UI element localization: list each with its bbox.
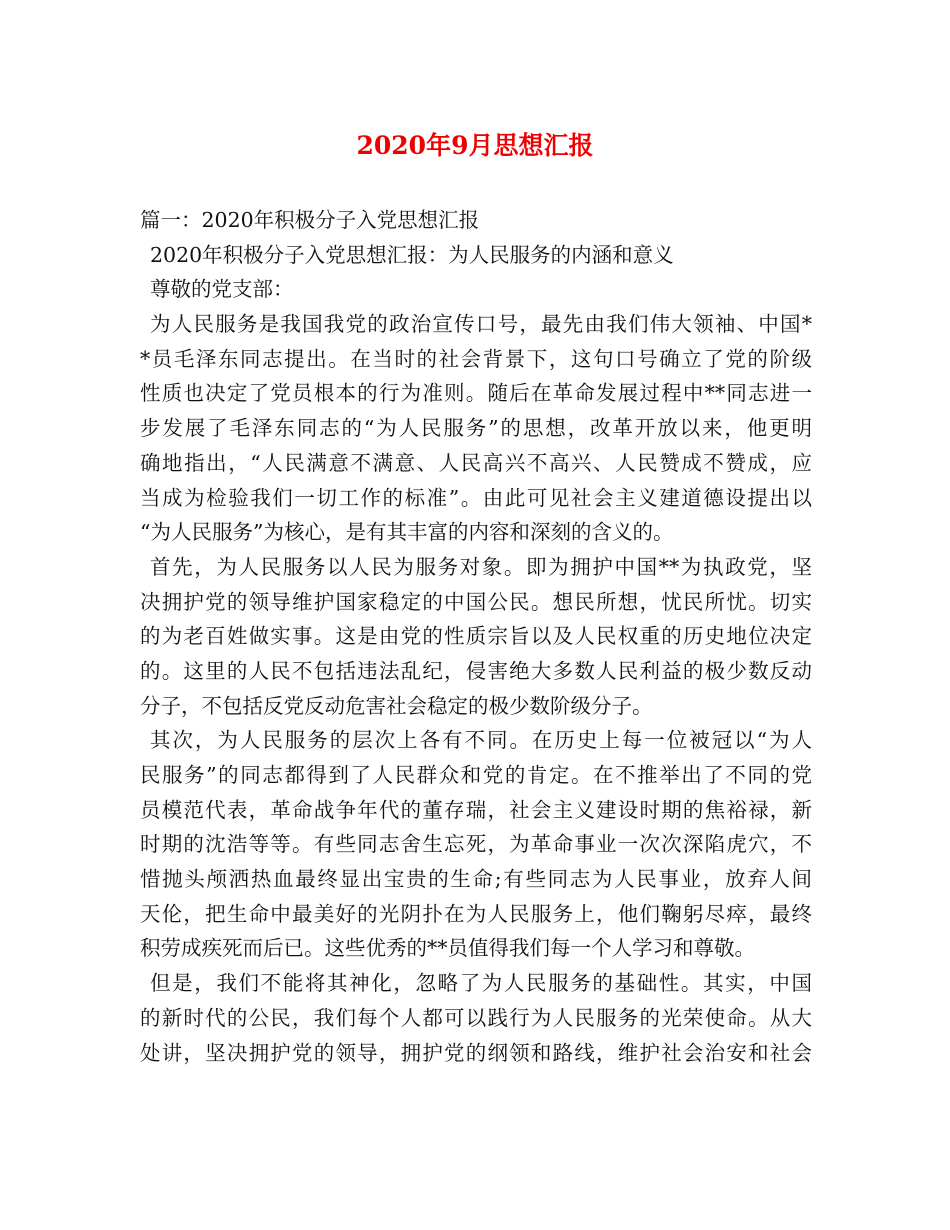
- paragraph-line: 步发展了毛泽东同志的“为人民服务”的思想，改革开放以来，他更明: [140, 416, 812, 441]
- paragraph-line: 首先，为人民服务以人民为服务对象。即为拥护中国**为执政党，坚: [150, 554, 812, 579]
- paragraph-line: 员模范代表，革命战争年代的董存瑞，社会主义建设时期的焦裕禄，新: [140, 797, 812, 822]
- paragraph-line: *员毛泽东同志提出。在当时的社会背景下，这句口号确立了党的阶级: [140, 346, 812, 371]
- paragraph-line: 但是，我们不能将其神化，忽略了为人民服务的基础性。其实，中国: [150, 971, 812, 996]
- paragraph-line: 决拥护党的领导维护国家稳定的中国公民。想民所想，忧民所忧。切实: [140, 589, 812, 614]
- paragraph-line: 当成为检验我们一切工作的标准”。由此可见社会主义建道德设提出以: [140, 485, 812, 510]
- article-subtitle: 2020年积极分子入党思想汇报：为人民服务的内涵和意义: [150, 242, 674, 267]
- paragraph-line: 的为老百姓做实事。这是由党的性质宗旨以及人民权重的历史地位决定: [140, 624, 812, 649]
- paragraph-line: 性质也决定了党员根本的行为准则。随后在革命发展过程中**同志进一: [140, 381, 812, 406]
- section-heading: 篇一：2020年积极分子入党思想汇报: [140, 208, 480, 232]
- paragraph-line: 民服务”的同志都得到了人民群众和党的肯定。在不推举出了不同的党: [140, 763, 812, 787]
- paragraph-line: 其次，为人民服务的层次上各有不同。在历史上每一位被冠以“为人: [150, 728, 812, 753]
- paragraph-line: 处讲，坚决拥护党的领导，拥护党的纲领和路线，维护社会治安和社会: [140, 1040, 812, 1065]
- salutation: 尊敬的党支部：: [150, 277, 294, 302]
- paragraph-line: 天伦，把生命中最美好的光阴扑在为人民服务上，他们鞠躬尽瘁，最终: [140, 901, 812, 926]
- paragraph-line: “为人民服务”为核心，是有其丰富的内容和深刻的含义的。: [140, 520, 674, 545]
- paragraph-line: 的新时代的公民，我们每个人都可以践行为人民服务的光荣使命。从大: [140, 1005, 812, 1030]
- paragraph-line: 为人民服务是我国我党的政治宣传口号，最先由我们伟大领袖、中国*: [150, 312, 812, 337]
- paragraph-line: 积劳成疾死而后已。这些优秀的**员值得我们每一个人学习和尊敬。: [140, 936, 755, 961]
- document-body: [140, 203, 812, 1070]
- paragraph-line: 惜抛头颅洒热血最终显出宝贵的生命;有些同志为人民事业，放弃人间: [140, 867, 812, 892]
- paragraph-line: 分子，不包括反党反动危害社会稳定的极少数阶级分子。: [140, 693, 653, 718]
- paragraph-line: 时期的沈浩等等。有些同志舍生忘死，为革命事业一次次深陷虎穴，不: [140, 832, 812, 857]
- paragraph-line: 的。这里的人民不包括违法乱纪，侵害绝大多数人民利益的极少数反动: [140, 658, 812, 683]
- document-title: 2020年9月思想汇报: [356, 131, 594, 160]
- paragraph-line: 确地指出，“人民满意不满意、人民高兴不高兴、人民赞成不赞成，应: [140, 450, 812, 475]
